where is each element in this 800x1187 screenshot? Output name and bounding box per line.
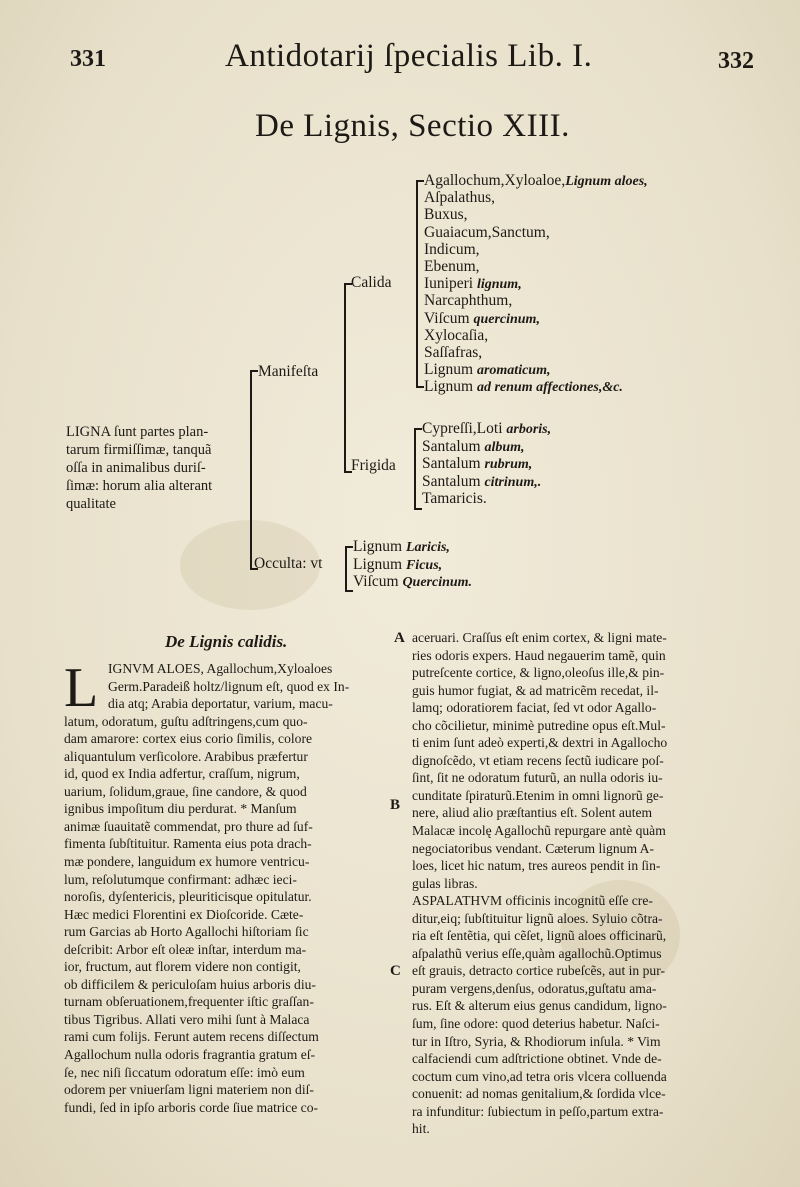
text-line: gulas libras. — [412, 875, 478, 891]
tree-entry-italic: arboris, — [506, 422, 552, 437]
brace-occulta — [345, 546, 347, 592]
text-line: aceruari. Craſſus eſt enim cortex, & ligni mate- — [412, 630, 667, 645]
tree-entry — [353, 573, 472, 591]
tree-entry-text: Indicum, — [424, 240, 480, 258]
tree-entry-text: Lignum — [424, 361, 477, 379]
text-line: negociatoribus vendant. Cæterum lignum A- — [412, 840, 655, 856]
text-line: deſcribit: Arbor eſt oleæ inſtar, interdum ma- — [64, 941, 307, 957]
page-number-left: 331 — [70, 46, 106, 72]
tree-entry-text: Santalum — [422, 472, 485, 490]
tree-entry-text: Saſſafras, — [424, 344, 483, 361]
text-line: Malacæ incolę Agallochũ repurgare antè quàm — [412, 823, 666, 839]
tree-entry-text: Viſcum — [353, 573, 403, 590]
text-line: ob difficilem & periculoſam huius arboris diu- — [64, 976, 316, 992]
brace-tick — [414, 428, 422, 430]
text-line: IGNVM ALOES, Agallochum,Xyloaloes — [108, 661, 333, 676]
calida-label: Calida — [351, 274, 392, 291]
tree-entry — [424, 275, 522, 293]
tree-entry — [424, 258, 480, 276]
tree-entry-italic: ad renum affectiones,&c. — [476, 380, 623, 396]
right-column — [412, 629, 742, 1138]
manifesta-label: Manifeſta — [258, 363, 319, 380]
tree-entry — [422, 420, 551, 438]
intro-line: qualitate — [66, 496, 116, 512]
brace-tick — [414, 508, 422, 510]
tree-entry-text: Viſcum — [424, 309, 474, 327]
tree-entry — [353, 538, 450, 556]
text-line: ti enim ſunt adeò experti,& dextri in Agallocho — [412, 735, 668, 751]
tree-entry — [424, 206, 468, 224]
tree-entry — [424, 292, 512, 310]
tree-entry-italic: citrinum,. — [484, 474, 542, 490]
intro-line: tarum firmiſſimæ, tanquã — [66, 442, 212, 458]
text-line: Hæc medici Florentini ex Dioſcoride. Cæte- — [64, 906, 304, 922]
tree-entry-italic: rubrum, — [484, 457, 533, 472]
text-line: aliquantulum verſicolore. Arabibus præfertur — [64, 748, 308, 764]
text-line: puram vergens,denſus, odoratus,guſtatu ama- — [412, 980, 657, 996]
tree-entry-italic: album, — [484, 439, 525, 455]
text-line: ior, fructum, aut florem videre non contigit, — [64, 959, 301, 975]
text-line: ries odoris expers. Haud negauerim tamẽ, quin — [412, 647, 666, 663]
tree-entry — [424, 172, 648, 190]
text-line: dam amarore: cortex eius corio ſimilis, colore — [64, 731, 312, 747]
tree-entry-italic: quercinum, — [473, 311, 540, 327]
tree-entry — [353, 556, 442, 574]
text-line: tibus Tigribus. Allati vero mihi ſunt à Malaca — [64, 1011, 310, 1027]
text-line: aſpalathũ verius eſſe,quàm agallochũ.Optimus — [412, 945, 662, 961]
text-line: ra infunditur: ſubiectum in peſſo,partum extra- — [412, 1103, 664, 1119]
text-line: Germ.Paradeiß holtz/lignum eſt, quod ex In- — [108, 678, 350, 694]
intro-line: oſſa in animalibus duriſ- — [66, 460, 206, 476]
brace-tick — [345, 590, 353, 592]
tree-entry — [424, 241, 480, 259]
tree-entry-text: Aſpalathus, — [424, 189, 496, 207]
brace-manifesta — [344, 283, 346, 473]
text-line: turnam obſeruationem,frequenter iſtic graſſan- — [64, 994, 314, 1010]
text-line: ditur,eiq; ſubſtituitur lignũ aloes. Syluio cõtra- — [412, 910, 663, 926]
text-line: lamq; odoratiorem faciat, ſed vt odor Agallo- — [412, 700, 657, 716]
left-column — [64, 657, 386, 1116]
text-line: fimenta ſubſtituitur. Ramenta eius pota drach- — [64, 836, 312, 852]
intro-line: LIGNA ſunt partes plan- — [66, 424, 209, 440]
brace-tick — [345, 546, 353, 548]
text-line: uarium, ſolidum,graue, ſine candore, & quod — [64, 783, 307, 799]
tree-entry-italic: Lignum aloes, — [565, 174, 648, 189]
tree-entry-text: Agallochum,Xyloaloe, — [424, 172, 566, 189]
tree-entry — [424, 224, 550, 242]
tree-entry-text: Narcaphthum, — [424, 292, 513, 310]
text-line: hit. — [412, 1121, 430, 1137]
brace-tick — [416, 180, 424, 182]
text-line: ſe, nec niſi ſiccatum odoratum eſſe: imò eum — [64, 1064, 305, 1080]
text-line: ſum, ſine odore: quod deterius habetur. Naſci- — [412, 1016, 660, 1032]
tree-entry — [424, 361, 550, 379]
tree-entry-italic: lignum, — [476, 277, 522, 293]
text-line: animæ ſuauitatẽ commendat, pro thure ad ſuf- — [64, 818, 313, 834]
tree-entry — [424, 378, 623, 396]
text-line: cunditate ſpiraturũ.Etenim in omni lignorũ ge- — [412, 787, 664, 803]
text-line: eſt grauis, detracto cortice rubeſcẽs, aut in pur- — [412, 963, 665, 979]
tree-entry-italic: Laricis, — [405, 540, 450, 555]
tree-entry-text: Tamaricis. — [422, 490, 487, 507]
tree-entry-italic: Quercinum. — [402, 575, 473, 590]
tree-entry-italic: aromaticum, — [476, 363, 551, 379]
text-line: Agallochum nulla odoris fragrantia gratum eſ- — [64, 1047, 316, 1063]
margin-letter: A — [394, 630, 405, 646]
text-line: guis humor fugiat, & ad matricẽm recedat, il- — [412, 682, 659, 698]
text-line: noroſis, dyſentericis, pleuriticisque opitulatur. — [64, 889, 312, 905]
tree-entry — [422, 438, 525, 456]
text-line: latum, odoratum, guſtu adſtringens,cum quo- — [64, 713, 308, 729]
tree-entry-text: Lignum — [353, 555, 406, 573]
text-line: rami cum folijs. Ferunt autem recens diſſectum — [64, 1029, 319, 1045]
tree-entry-text: Santalum — [422, 437, 485, 455]
tree-entry-text: Buxus, — [424, 206, 468, 224]
brace-tick — [416, 386, 424, 388]
occulta-label: Occulta: vt — [254, 555, 323, 572]
text-line: nere, aliud alio præſtantius eſt. Solent autem — [412, 805, 653, 821]
brace-frigida — [414, 428, 416, 510]
margin-letter: C — [390, 963, 401, 979]
text-line: mæ pondere, languidum ex humore ventricu- — [64, 854, 310, 870]
tree-entry — [424, 189, 495, 207]
section-title: De Lignis, Sectio XIII. — [255, 108, 570, 144]
text-line: ASPALATHVM officinis incognitũ eſſe cre- — [412, 893, 653, 909]
text-line: rus. Eſt & alterum eius genus candidum, ligno- — [412, 998, 667, 1014]
tree-entry-italic: Ficus, — [405, 557, 443, 573]
tree-entry — [424, 327, 488, 345]
tree-entry-text: Lignum — [353, 538, 406, 555]
text-line: conuenit: ad nomas genitalium,& ſordida vlce- — [412, 1086, 666, 1102]
running-title: Antidotarij ſpecialis Lib. I. — [225, 38, 593, 74]
tree-entry-text: Guaiacum,Sanctum, — [424, 223, 550, 241]
text-line: id, quod ex India adfertur, craſſum, nigrum, — [64, 766, 300, 782]
frigida-label: Frigida — [351, 457, 396, 474]
tree-entry-text: Lignum — [424, 378, 477, 396]
text-line: lum, reſolutumque confirmant: adhæc ieci- — [64, 871, 297, 887]
margin-letter: B — [390, 797, 401, 813]
text-line: putreſcente cortice, & ligno,oleoſus ille,& pin- — [412, 665, 665, 681]
tree-entry-text: Xylocaſia, — [424, 326, 489, 344]
page-number-right: 332 — [718, 48, 754, 74]
subheading: De Lignis calidis. — [165, 632, 288, 651]
text-line: fundi, ſed in ipſo arboris corde ſiue matrice co- — [64, 1099, 319, 1115]
text-line: ignibus impoſitum diu perdurat. * Manſum — [64, 801, 297, 817]
tree-entry-text: Cypreſſi,Loti — [422, 420, 507, 437]
tree-entry — [422, 473, 541, 491]
text-line: ſint, ſit ne odoratum futurũ, an nulla odoris iu- — [412, 770, 663, 786]
intro-paragraph — [66, 423, 256, 513]
tree-entry-text: Ebenum, — [424, 258, 480, 275]
text-line: loes, licet hic natum, tres aureos pendit in ſin- — [412, 858, 661, 874]
text-line: odorem per vniuerſam ligni materiem non diſ- — [64, 1082, 314, 1098]
text-line: rum Garcias ab Horto Agallochi hiſtoriam ſic — [64, 924, 309, 940]
text-line: tur in Iſtro, Syria, & Rhodiorum inſula. * Vim — [412, 1033, 661, 1049]
tree-entry — [422, 455, 532, 473]
text-line: cho cõcilietur, minimè putredine opus eſt.Mul- — [412, 717, 666, 733]
text-line: calfaciendi cum adſtrictione obtinet. Vnde de- — [412, 1051, 662, 1067]
tree-entry — [424, 344, 482, 362]
intro-line: ſimæ: horum alia alterant — [66, 478, 213, 494]
brace-tick — [250, 370, 258, 372]
drop-capital: L — [64, 657, 99, 719]
tree-entry — [422, 490, 487, 508]
tree-entry-text: Iuniperi — [424, 275, 477, 293]
text-line: dia atq; Arabia deportatur, varium, macu- — [108, 696, 333, 712]
text-line: coctum cum vino,ad tetra oris vlcera colluenda — [412, 1068, 667, 1084]
brace-calida — [416, 180, 418, 388]
text-line: dignoſcẽdo, vt etiam recens ſectũ iudicare poſ- — [412, 752, 664, 768]
brace-main — [250, 370, 252, 570]
text-line: ria eſt ſentẽtia, qui cẽſet, lignũ aloes officinarũ, — [412, 928, 667, 944]
tree-entry — [424, 310, 540, 328]
tree-entry-text: Santalum — [422, 455, 485, 472]
